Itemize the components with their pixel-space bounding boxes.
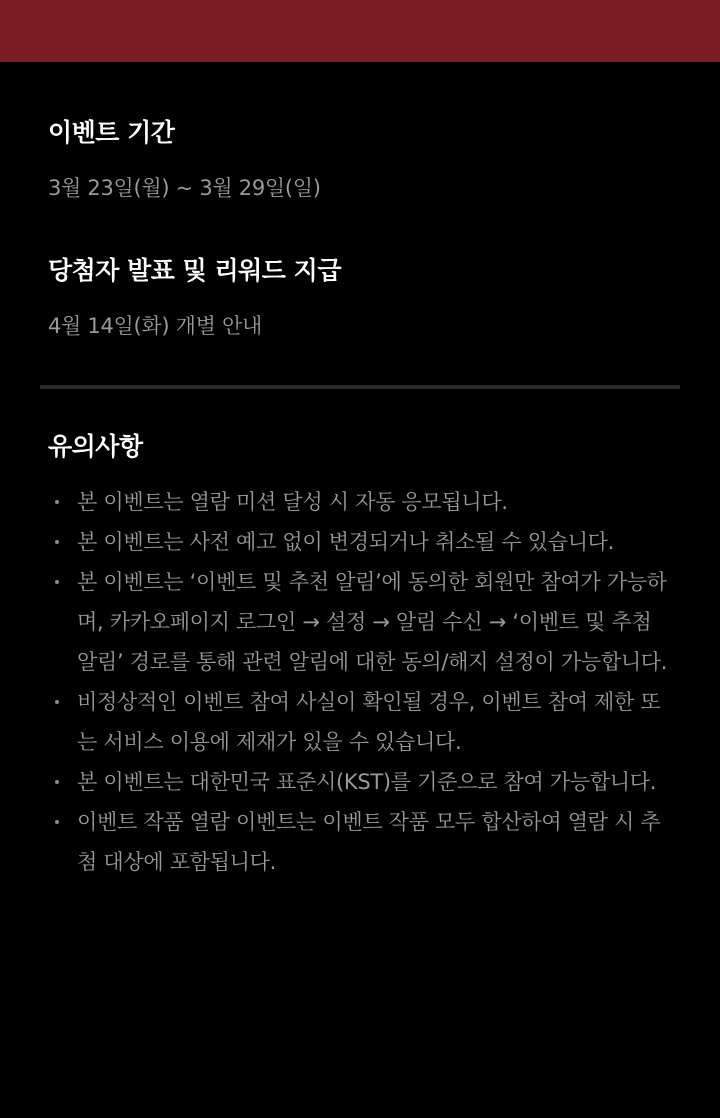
bullet-icon	[55, 500, 59, 504]
bullet-icon	[55, 580, 59, 584]
bullet-icon	[55, 780, 59, 784]
note-text: 본 이벤트는 사전 예고 없이 변경되거나 취소될 수 있습니다.	[77, 530, 615, 554]
winner-announcement-heading: 당첨자 발표 및 리워드 지급	[48, 256, 341, 285]
notes-list	[48, 482, 668, 882]
note-text: 본 이벤트는 열람 미션 달성 시 자동 응모됩니다.	[77, 490, 508, 514]
event-period-heading: 이벤트 기간	[48, 118, 175, 147]
bullet-icon	[55, 700, 59, 704]
list-item	[48, 682, 668, 762]
note-text: 본 이벤트는 ‘이벤트 및 추천 알림’에 동의한 회원만 참여가 가능하며, 카카오페이지 로그인 → 설정 → 알림 수신 → ‘이벤트 및 추첨 알림’ 경로를 통해 관련 알림에 대한 동의/해지 설정이 가능합니다.	[77, 570, 668, 674]
list-item	[48, 522, 668, 562]
event-period-value: 3월 23일(월) ~ 3월 29일(일)	[48, 176, 321, 200]
section-divider	[40, 385, 680, 389]
note-text: 본 이벤트는 대한민국 표준시(KST)를 기준으로 참여 가능합니다.	[77, 770, 657, 794]
top-banner	[0, 0, 720, 62]
note-text: 비정상적인 이벤트 참여 사실이 확인될 경우, 이벤트 참여 제한 또는 서비스 이용에 제재가 있을 수 있습니다.	[77, 690, 661, 754]
bullet-icon	[55, 820, 59, 824]
list-item	[48, 482, 668, 522]
notes-heading: 유의사항	[48, 432, 143, 461]
winner-announcement-value: 4월 14일(화) 개별 안내	[48, 314, 262, 338]
list-item	[48, 802, 668, 882]
bullet-icon	[55, 540, 59, 544]
list-item	[48, 762, 668, 802]
list-item	[48, 562, 668, 682]
note-text: 이벤트 작품 열람 이벤트는 이벤트 작품 모두 합산하여 열람 시 추첨 대상에 포함됩니다.	[77, 810, 661, 874]
